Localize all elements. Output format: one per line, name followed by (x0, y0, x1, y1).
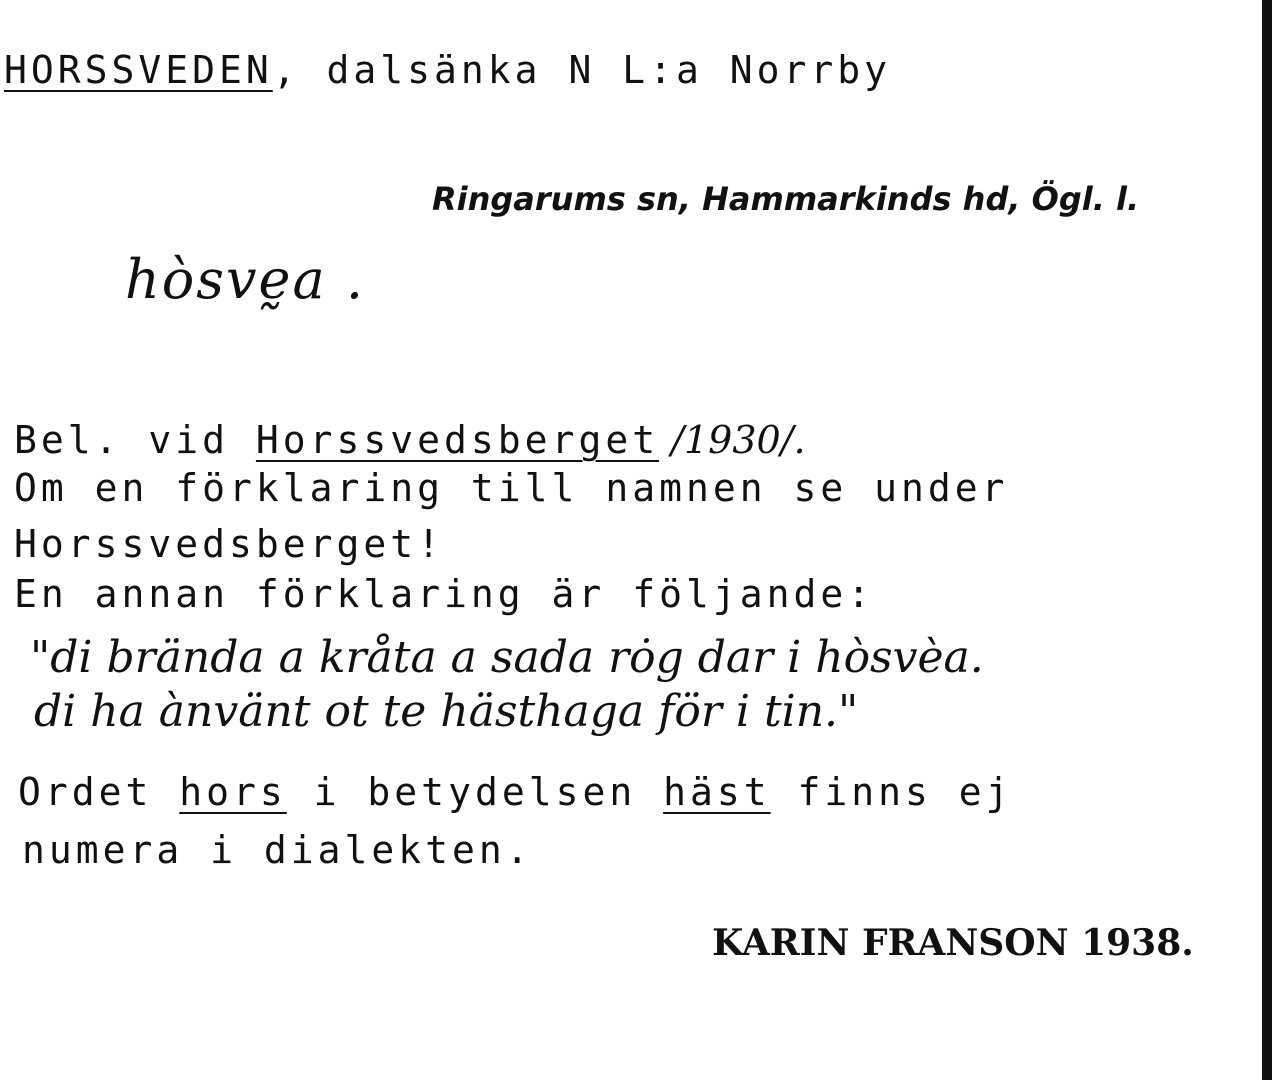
headword: HORSSVEDEN (4, 48, 273, 92)
body-line-6: numera i dialekten. (22, 828, 533, 872)
headword-description: , dalsänka N L:a Norrby (272, 48, 891, 92)
card-heading (4, 48, 891, 92)
year-annotation: /1930/. (659, 418, 806, 462)
signature: KARIN FRANSON 1938. (712, 922, 1194, 964)
phonetic-transcription: hòsvḛa . (125, 248, 365, 311)
card-right-edge (1262, 0, 1272, 1080)
referenced-place: Horssvedsberget (255, 418, 660, 462)
body-line-3: Horssvedsberget! (14, 522, 445, 566)
body-line-5-prefix: Ordet (18, 770, 180, 814)
body-line-4: En annan förklaring är följande: (14, 572, 875, 616)
body-line-5-suffix: finns ej (770, 770, 1013, 814)
word-hast: häst (663, 770, 771, 814)
dialect-quote-line-1: "di brända a kråta a sada rȯg dar i hòsvèa. (30, 632, 984, 683)
body-line-1 (14, 418, 806, 462)
word-hors: hors (179, 770, 287, 814)
body-line-1-prefix: Bel. vid (14, 418, 256, 462)
body-line-2: Om en förklaring till namnen se under (14, 466, 1009, 510)
body-line-5-middle: i betydelsen (286, 770, 664, 814)
body-line-5 (18, 770, 1013, 814)
parish-location: Ringarums sn, Hammarkinds hd, Ögl. l. (432, 180, 1140, 218)
dialect-quote-line-2: di ha ànvänt ot te hästhaga för i tin." (34, 686, 859, 737)
